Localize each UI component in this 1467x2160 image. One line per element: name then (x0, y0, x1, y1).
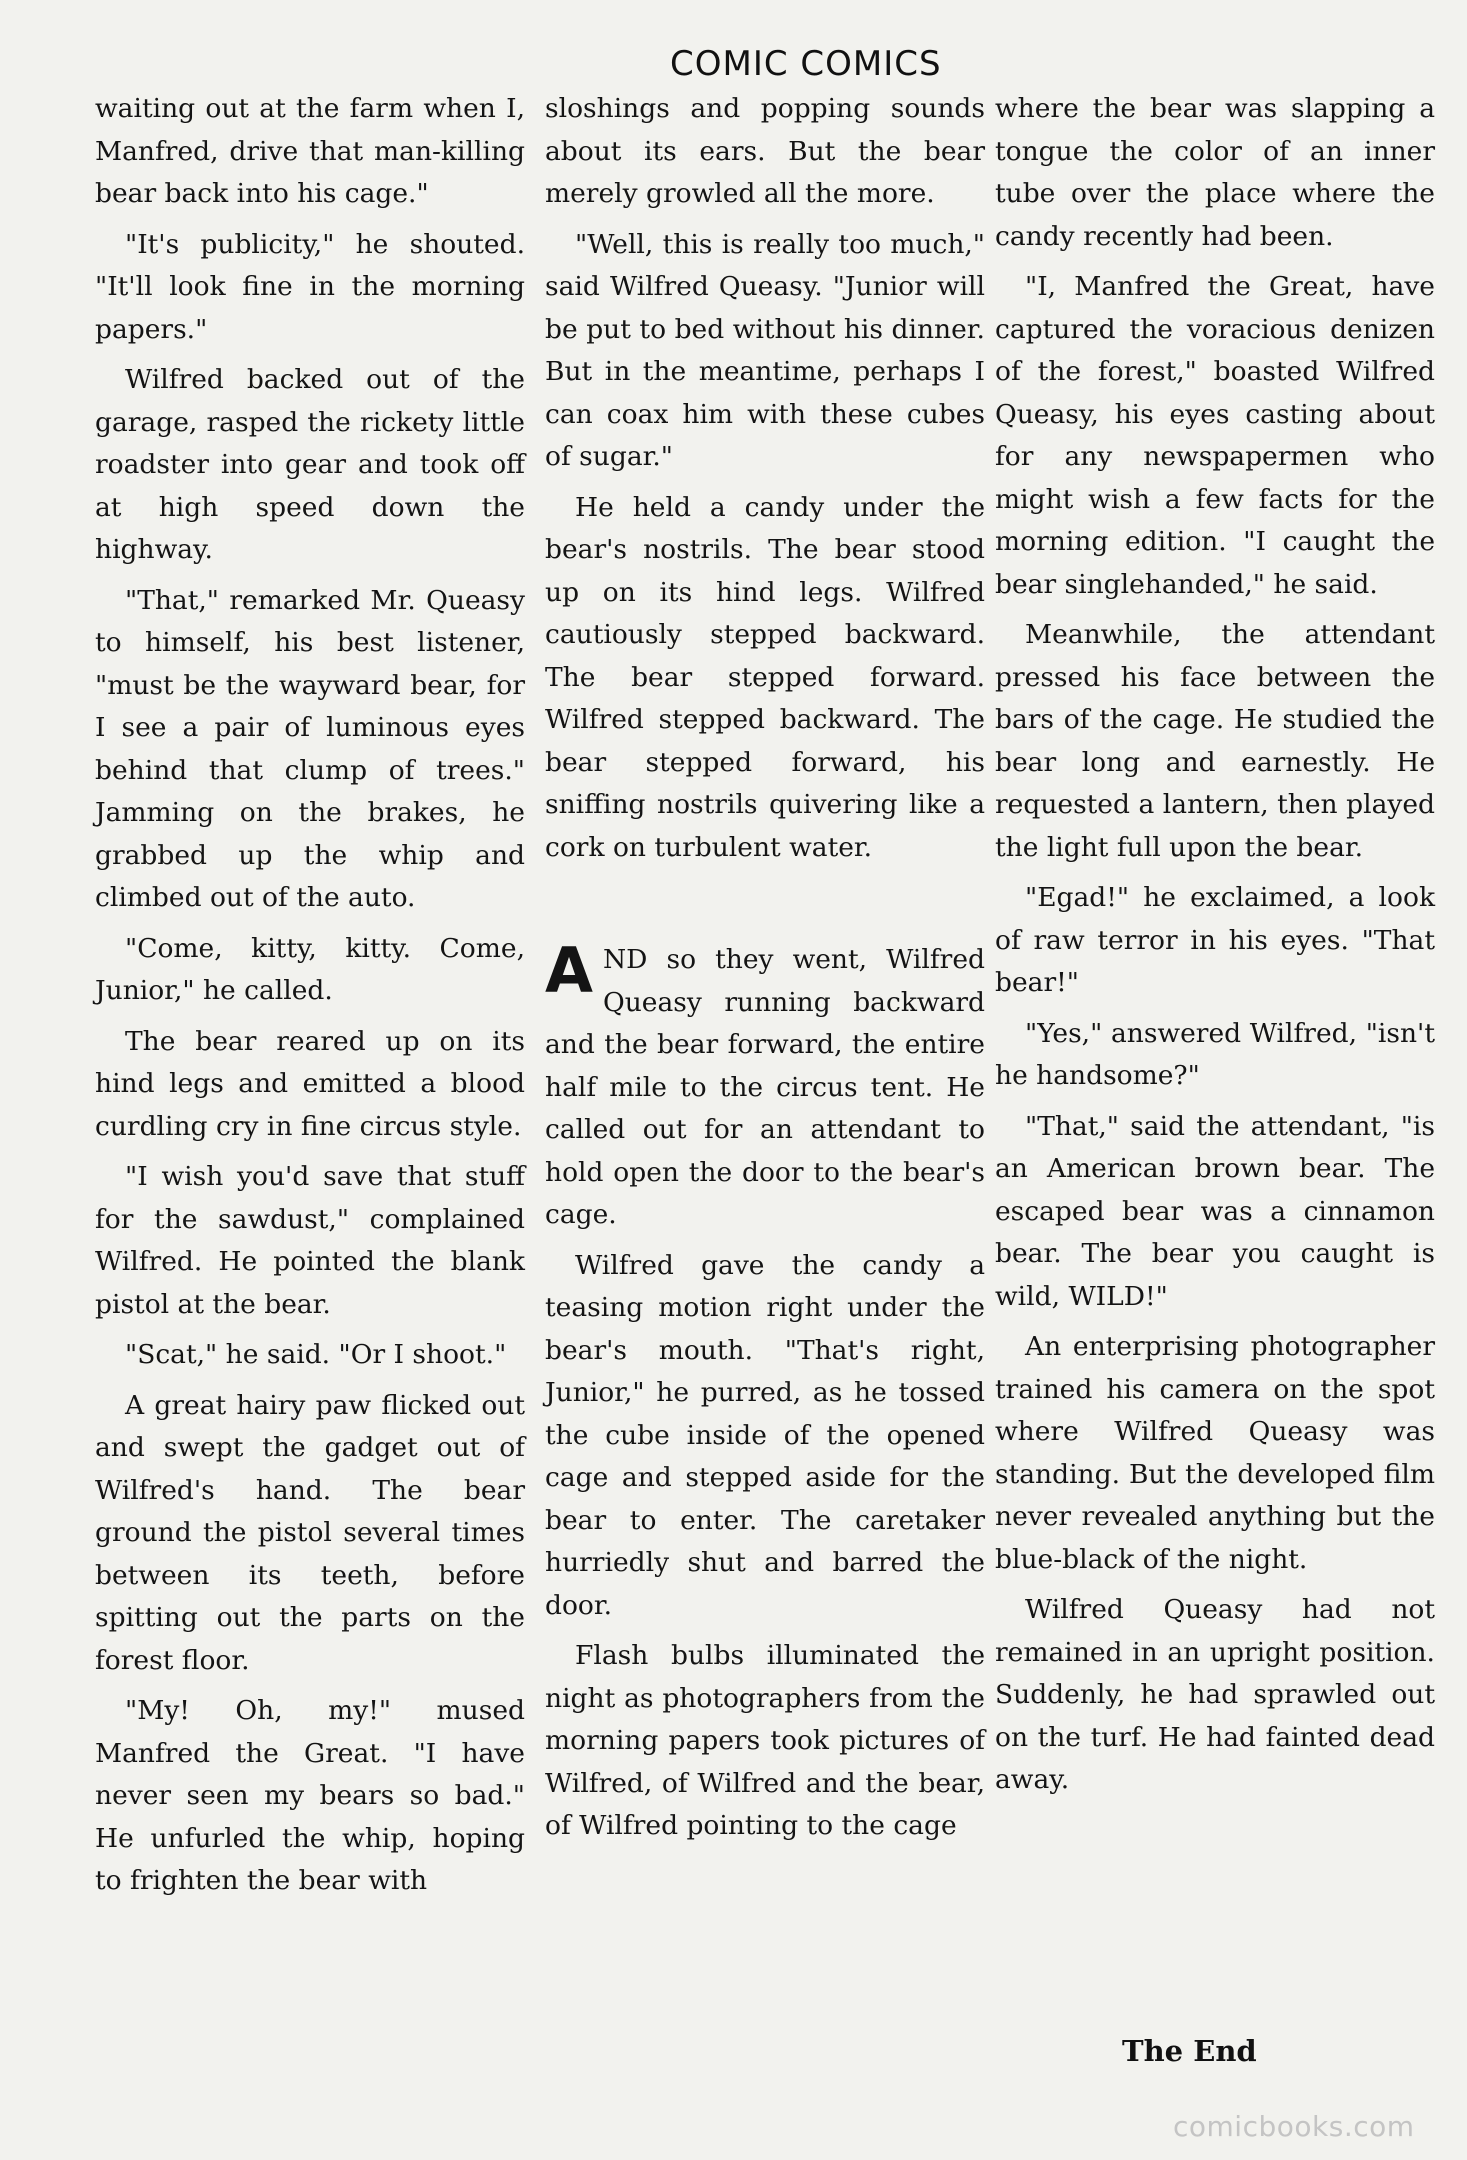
dropcap-paragraph-text: ND so they went, Wilfred Queasy running backward and the bear forward, the entire half mile to the circus tent. He called out for an attendant to hold open the door to the bear's cage. (545, 944, 985, 1230)
paragraph: He held a candy under the bear's nostrils. The bear stood up on its hind legs. Wilfred cautiously stepped backward. The bear stepped forward. Wilfred stepped backward. The bear stepped forward, his sniffing nostrils quivering like a cork on turbulent water. (545, 491, 985, 863)
paragraph: "It's publicity," he shouted. "It'll look fine in the morning papers." (95, 228, 525, 345)
paragraph: "Come, kitty, kitty. Come, Junior," he called. (95, 932, 525, 1006)
paragraph: sloshings and popping sounds about its ears. But the bear merely growled all the more. (545, 93, 985, 209)
text-column-3 (995, 88, 1435, 1810)
paragraph: Wilfred backed out of the garage, rasped the rickety little roadster into gear and took off at high speed down the highway. (95, 364, 525, 565)
paragraph: Wilfred Queasy had not remained in an upright position. Suddenly, he had sprawled out on the turf. He had fainted dead away. (995, 1594, 1435, 1795)
drop-cap: A (545, 934, 593, 1007)
text-column-2 (545, 88, 985, 1856)
the-end-label: The End (1122, 2034, 1257, 2068)
dropcap-paragraph (545, 934, 985, 1237)
paragraph: A great hairy paw flicked out and swept the gadget out of Wilfred's hand. The bear ground the pistol several times between its teeth, before spitting out the parts on the forest floor. (95, 1389, 525, 1676)
paragraph: An enterprising photographer trained his camera on the spot where Wilfred Queasy was standing. But the developed film never revealed anything but the blue-black of the night. (995, 1331, 1435, 1575)
paragraph: Flash bulbs illuminated the night as photographers from the morning papers took pictures of Wilfred, of Wilfred and the bear, of Wilfred pointing to the cage (545, 1640, 985, 1841)
paragraph: "That," remarked Mr. Queasy to himself, his best listener, "must be the wayward bear, for I see a pair of luminous eyes behind that clump of trees." Jamming on the brakes, he grabbed up the whip and climbed out of the auto. (95, 584, 525, 913)
paragraph: Wilfred gave the candy a teasing motion right under the bear's mouth. "That's right, Junior," he purred, as he tossed the cube inside of the opened cage and stepped aside for the bear to enter. The caretaker hurriedly shut and barred the door. (545, 1249, 985, 1621)
paragraph: waiting out at the farm when I, Manfred, drive that man-killing bear back into his cage." (95, 93, 525, 209)
paragraph: "That," said the attendant, "is an American brown bear. The escaped bear was a cinnamon bear. The bear you caught is wild, WILD!" (995, 1110, 1435, 1312)
paragraph: "I wish you'd save that stuff for the sawdust," complained Wilfred. He pointed the blank pistol at the bear. (95, 1161, 525, 1320)
running-head: COMIC COMICS (670, 44, 942, 84)
paragraph: The bear reared up on its hind legs and emitted a blood curdling cry in fine circus style. (95, 1025, 525, 1142)
paragraph: where the bear was slapping a tongue the color of an inner tube over the place where the candy recently had been. (995, 93, 1435, 252)
paragraph: "My! Oh, my!" mused Manfred the Great. "I have never seen my bears so bad." He unfurled the whip, hoping to frighten the bear with (95, 1695, 525, 1896)
paragraph: "Well, this is really too much," said Wilfred Queasy. "Junior will be put to bed without his dinner. But in the meantime, perhaps I can coax him with these cubes of sugar." (545, 228, 985, 472)
watermark-text: comicbooks.com (1173, 2110, 1415, 2143)
text-column-1 (95, 88, 525, 1911)
paragraph: "I, Manfred the Great, have captured the voracious denizen of the forest," boasted Wilfred Queasy, his eyes casting about for any newspapermen who might wish a few facts for the morning edition. "I caught the bear singlehanded," he said. (995, 271, 1435, 600)
section-break (545, 877, 985, 939)
paragraph: Meanwhile, the attendant pressed his face between the bars of the cage. He studied the bear long and earnestly. He requested a lantern, then played the light full upon the bear. (995, 619, 1435, 863)
paragraph: "Scat," he said. "Or I shoot." (125, 1339, 507, 1370)
paragraph: "Egad!" he exclaimed, a look of raw terror in his eyes. "That bear!" (995, 882, 1435, 998)
paragraph: "Yes," answered Wilfred, "isn't he handsome?" (995, 1017, 1435, 1091)
